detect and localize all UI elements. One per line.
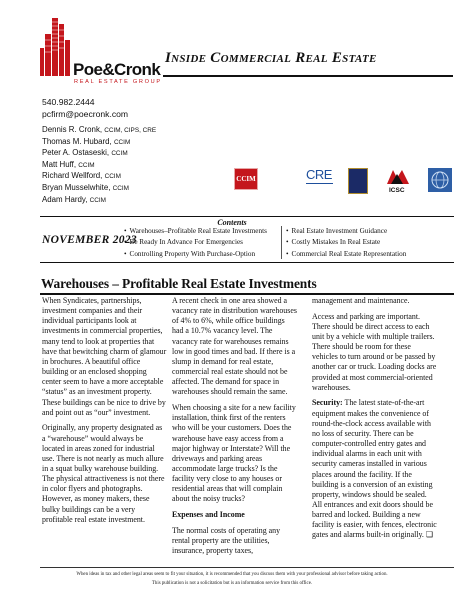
- company-name: Poe&Cronk: [73, 60, 161, 79]
- email-address[interactable]: pcfirm@poecronk.com: [42, 108, 129, 119]
- paragraph: When choosing a site for a new facility installation, think first of the renters who will be your customers. Does the warehouse have easy access from a major highway or Interstate? Will the driveways and parking areas accommodate large trucks? Is the facility very close to any houses or residential areas that will complain about the noisy trucks?: [172, 403, 296, 504]
- company-tagline: REAL ESTATE GROUP: [74, 79, 162, 85]
- section-subheading: Security:: [312, 398, 343, 408]
- contents-list-left: [124, 226, 267, 260]
- title-divider: [163, 75, 453, 77]
- article-column-1: [42, 296, 167, 530]
- contents-list-right: [286, 226, 406, 260]
- article-column-2: [172, 296, 297, 562]
- disclaimer-text: This publication is not a solicitation but is an information service from this office.: [151, 581, 313, 586]
- cre-logo-underline: [306, 183, 333, 184]
- agent-entry: Peter A. Ostaseski, CCIM: [42, 148, 128, 158]
- toc-item[interactable]: • Commercial Real Estate Representation: [286, 249, 406, 260]
- agent-list: [42, 125, 156, 206]
- seal-logo-icon: [348, 168, 368, 194]
- paragraph: management and maintenance.: [312, 296, 410, 305]
- disclaimer-text: When ideas in tax and other legal areas seem to fit your situation, it is recommended that you discuss them with your professional advisor before taking action.: [76, 572, 388, 577]
- newsletter-title: Inside Commercial Real Estate: [165, 50, 377, 66]
- footer-rule: [40, 567, 454, 568]
- paragraph: When Syndicates, partnerships, investment companies and their individual participants look at investments in commercial properties, many tend to look at properties that have that bewitching charm of glamour in brochures. A beautiful office building or an enclosed shopping center seem to have a more acceptable “status” as an investment property. These buildings can be nice to drive by and point out as “our” investment.: [42, 296, 167, 417]
- contents-divider: [281, 226, 282, 259]
- paragraph: Security: The latest state-of-the-art equipment makes the convenience of round-the-clock access available with no loss of security. There can be computer-controlled entry gates and individual alarms in each unit with security cameras installed in various places around the facility. If the building is a conversion of an existing property, windows should be sealed. All entrances and exit doors should be barred and locked. Building a new facility is easier, with fences, electronic gates and alarms built-in originally. ❏: [312, 398, 437, 540]
- agent-entry: Richard Wellford, CCIM: [42, 171, 121, 181]
- icsc-logo-icon: [385, 168, 411, 186]
- toc-item[interactable]: • Be Ready In Advance For Emergencies: [124, 237, 267, 248]
- contact-info: [42, 97, 128, 120]
- toc-item[interactable]: • Controlling Property With Purchase-Option: [124, 249, 267, 260]
- phone-number: 540.982.2444: [42, 97, 95, 107]
- globe-logo-icon: [428, 168, 452, 192]
- agent-entry: Dennis R. Cronk, CCIM, CIPS, CRE: [42, 125, 157, 134]
- agent-entry: Adam Hardy, CCIM: [42, 194, 107, 204]
- paragraph: The normal costs of operating any rental property are the utilities, insurance, property taxes,: [172, 525, 281, 556]
- article-title-rule: [40, 293, 454, 295]
- end-mark-icon: ❏: [425, 530, 433, 540]
- contents-top-rule: [40, 216, 454, 217]
- issue-date: NOVEMBER 2023: [42, 234, 137, 246]
- toc-item[interactable]: • Warehouses–Profitable Real Estate Investments: [124, 226, 267, 237]
- agent-entry: Thomas M. Hubard, CCIM: [42, 136, 131, 146]
- agent-entry: Bryan Musselwhite, CCIM: [42, 182, 129, 192]
- toc-item[interactable]: • Real Estate Investment Guidance: [286, 226, 406, 237]
- cre-logo-icon: CRE: [306, 167, 332, 182]
- contents-bottom-rule: [40, 262, 454, 263]
- article-title: Warehouses – Profitable Real Estate Investments: [41, 276, 317, 291]
- contents-heading: Contents: [217, 218, 247, 227]
- paragraph: Access and parking are important. There should be direct access to each unit by a vehicle with multiple trailers. There should be room for these vehicles to turn around or be passed by another car or truck. Loading docks are provided at most commercial-oriented warehouses.: [312, 311, 437, 392]
- paragraph: A recent check in one area showed a vacancy rate in distribution warehouses of 4% to 6%, while office buildings had a 10.7% vacancy level. The vacancy rate for warehouses remains low in good times and bad. If there is a slump in demand for real estate, commercial real estate should not be affected. The demand for space in warehouses should remain the same.: [172, 296, 297, 397]
- section-subheading: Expenses and Income: [172, 510, 245, 520]
- paragraph: Originally, any property designated as a “warehouse” would always be located in areas zoned for industrial use. There is not nearly as much allure in a squat bulky warehouse building. The physical attractiveness is not there in color flyers and photographs. However, as money makers, these bulky buildings can be a very profitable real estate investment.: [42, 423, 165, 524]
- icsc-logo-label: ICSC: [389, 187, 405, 194]
- agent-entry: Matt Huff, CCIM: [42, 159, 95, 169]
- ccim-logo-icon: CCIM: [234, 168, 258, 190]
- toc-item[interactable]: • Costly Mistakes In Real Estate: [286, 237, 406, 248]
- building-skyline-icon: [40, 18, 74, 76]
- article-column-3: [312, 296, 437, 546]
